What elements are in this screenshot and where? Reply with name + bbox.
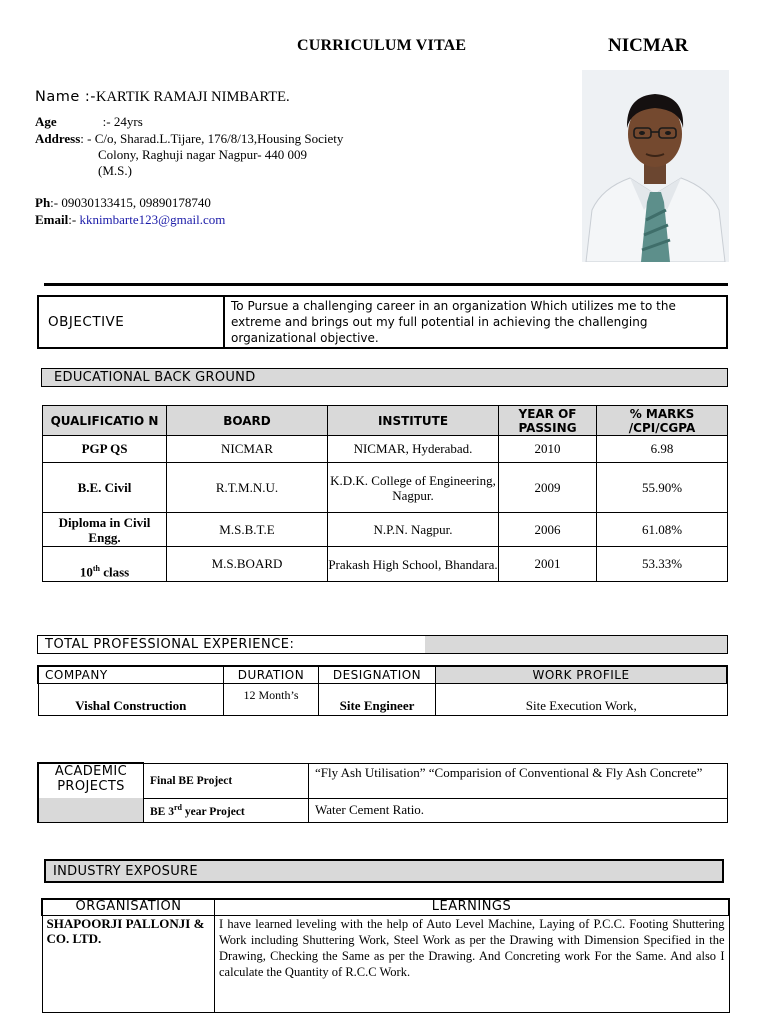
institute-cell: N.P.N. Nagpur. <box>328 513 499 547</box>
year-cell: 2009 <box>499 463 597 513</box>
board-cell: R.T.M.N.U. <box>167 463 328 513</box>
objective-label: OBJECTIVE <box>38 296 224 348</box>
table-row <box>43 463 728 513</box>
table-row <box>43 513 728 547</box>
candidate-name: KARTIK RAMAJI NIMBARTE. <box>96 89 290 105</box>
board-cell: M.S.B.T.E <box>167 513 328 547</box>
col-institute: INSTITUTE <box>328 406 499 436</box>
industry-header-row <box>42 899 729 915</box>
address-line1: : - C/o, Sharad.L.Tijare, 176/8/13,Housing Society <box>80 131 344 146</box>
project-type-sup: rd <box>173 802 182 812</box>
address-line2: Colony, Raghuji nagar Nagpur- 440 009 <box>98 147 308 162</box>
table-row <box>38 798 728 822</box>
institution-name: NICMAR <box>608 35 689 56</box>
qualification-cell: PGP QS <box>43 436 167 463</box>
phone-value: :- 09030133415, 09890178740 <box>50 195 211 210</box>
email-row <box>35 212 225 228</box>
objective-text: To Pursue a challenging career in an organization Which utilizes me to the extreme and brings out my full potential in achieving the challenging organizational objective. <box>224 296 727 348</box>
address-label: Address <box>35 131 81 146</box>
address-line3: (M.S.) <box>98 163 132 178</box>
age-value: :- 24yrs <box>102 114 143 129</box>
table-row <box>38 763 728 798</box>
year-cell: 2010 <box>499 436 597 463</box>
col-year: YEAR OF PASSING <box>499 406 597 436</box>
institute-cell: Prakash High School, Bhandara. <box>328 547 499 582</box>
table-row <box>38 683 727 715</box>
table-row <box>43 436 728 463</box>
col-learnings: LEARNINGS <box>215 899 730 915</box>
marks-cell: 6.98 <box>597 436 728 463</box>
project-title-cell: Water Cement Ratio. <box>309 798 728 822</box>
phone-label: Ph <box>35 195 51 210</box>
col-company: COMPANY <box>38 666 224 683</box>
col-board: BOARD <box>167 406 328 436</box>
qualification-cell: Diploma in Civil Engg. <box>43 513 167 547</box>
age-row <box>35 114 143 130</box>
work-profile-cell: Site Execution Work, <box>436 683 728 715</box>
board-cell: NICMAR <box>167 436 328 463</box>
marks-cell: 53.33% <box>597 547 728 582</box>
experience-table <box>37 665 728 716</box>
col-work-profile: WORK PROFILE <box>436 666 728 683</box>
col-qualification: QUALIFICATIO N <box>43 406 167 436</box>
table-row <box>43 547 728 582</box>
col-marks: % MARKS /CPI/CGPA <box>597 406 728 436</box>
col-organisation: ORGANISATION <box>42 899 215 915</box>
qualification-cell <box>43 547 167 582</box>
organisation-cell: SHAPOORJI PALLONJI & CO. LTD. <box>42 915 215 1012</box>
qualification-cell: B.E. Civil <box>43 463 167 513</box>
project-type-cell: Final BE Project <box>144 763 309 798</box>
document-title: CURRICULUM VITAE <box>297 37 467 54</box>
address-row <box>35 131 343 147</box>
col-designation: DESIGNATION <box>319 666 436 683</box>
marks-cell: 55.90% <box>597 463 728 513</box>
institute-cell: NICMAR, Hyderabad. <box>328 436 499 463</box>
marks-cell: 61.08% <box>597 513 728 547</box>
portrait-illustration <box>582 70 729 262</box>
objective-table <box>37 295 728 349</box>
qualification-rest: class <box>99 564 130 579</box>
phone-row <box>35 195 211 211</box>
email-label: Email <box>35 212 69 227</box>
learnings-cell: I have learned leveling with the help of Auto Level Machine, Laying of P.C.C. Footing Shuttering Work including Shuttering Work, Steel Work as per the Drawing with Dimension Specified in the Drawing, Checking the Same as per the Drawing. And Concreting work For the Same. And also I calculate the Quantity of R.C.C Work. <box>215 915 730 1012</box>
board-cell: M.S.BOARD <box>167 547 328 582</box>
project-title-cell: “Fly Ash Utilisation” “Comparision of Conventional & Fly Ash Concrete” <box>309 763 728 798</box>
experience-header-row <box>38 666 727 683</box>
project-type-cell <box>144 798 309 822</box>
header-divider <box>44 283 728 286</box>
projects-table <box>37 762 728 823</box>
institute-cell: K.D.K. College of Engineering, Nagpur. <box>328 463 499 513</box>
name-label: Name :- <box>35 89 97 105</box>
age-label: Age <box>35 114 57 129</box>
projects-label: ACADEMIC PROJECTS <box>38 763 144 798</box>
education-section-title: EDUCATIONAL BACK GROUND <box>41 368 728 387</box>
project-type-rest: year Project <box>181 805 245 818</box>
project-type-prefix: BE 3 <box>150 805 174 818</box>
duration-cell: 12 Month’s <box>224 683 319 715</box>
designation-cell: Site Engineer <box>319 683 436 715</box>
email-link[interactable]: kknimbarte123@gmail.com <box>79 212 226 227</box>
table-row <box>42 915 729 1012</box>
profile-photo <box>582 70 729 262</box>
year-cell: 2006 <box>499 513 597 547</box>
year-cell: 2001 <box>499 547 597 582</box>
education-header-row <box>43 406 728 436</box>
qualification-num: 10 <box>79 564 93 579</box>
name-row <box>35 89 290 106</box>
projects-label-filler <box>38 798 144 822</box>
company-cell: Vishal Construction <box>38 683 224 715</box>
industry-section-title: INDUSTRY EXPOSURE <box>44 859 724 883</box>
industry-table <box>41 898 730 1013</box>
education-table <box>42 405 728 582</box>
experience-section-title: TOTAL PROFESSIONAL EXPERIENCE: <box>45 637 295 652</box>
qualification-sup: th <box>92 563 100 573</box>
col-duration: DURATION <box>224 666 319 683</box>
email-prefix: :- <box>68 212 80 227</box>
experience-section-bar <box>37 635 728 654</box>
